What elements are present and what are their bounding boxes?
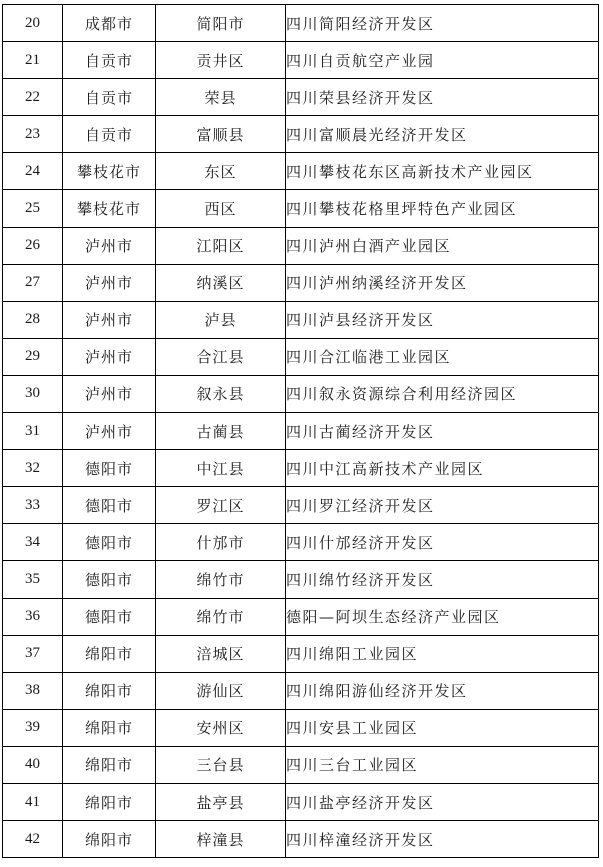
park-name-cell: 四川富顺晨光经济开发区 [286,116,599,153]
park-name-cell: 四川叙永资源综合利用经济园区 [286,375,599,412]
table-row [3,635,599,672]
row-number-cell: 42 [3,821,63,858]
table-row [3,672,599,709]
city-cell: 泸州市 [63,264,156,301]
park-name-cell: 四川绵竹经济开发区 [286,561,599,598]
park-name-cell: 四川自贡航空产业园 [286,42,599,79]
row-number-cell: 21 [3,42,63,79]
city-cell: 泸州市 [63,338,156,375]
county-cell: 游仙区 [156,672,286,709]
county-cell: 叙永县 [156,375,286,412]
table-row [3,5,599,42]
park-name-cell: 四川泸县经济开发区 [286,301,599,338]
county-cell: 三台县 [156,746,286,783]
county-cell: 罗江区 [156,487,286,524]
park-name-cell: 四川绵阳游仙经济开发区 [286,672,599,709]
row-number-cell: 26 [3,227,63,264]
county-cell: 涪城区 [156,635,286,672]
row-number-cell: 20 [3,5,63,42]
county-cell: 江阳区 [156,227,286,264]
row-number-cell: 34 [3,524,63,561]
park-name-cell: 四川荣县经济开发区 [286,79,599,116]
row-number-cell: 29 [3,338,63,375]
city-cell: 德阳市 [63,561,156,598]
row-number-cell: 30 [3,375,63,412]
park-name-cell: 四川简阳经济开发区 [286,5,599,42]
row-number-cell: 23 [3,116,63,153]
city-cell: 泸州市 [63,375,156,412]
table-row [3,450,599,487]
park-name-cell: 四川合江临港工业园区 [286,338,599,375]
county-cell: 东区 [156,153,286,190]
city-cell: 绵阳市 [63,821,156,858]
park-name-cell: 四川攀枝花东区高新技术产业园区 [286,153,599,190]
city-cell: 德阳市 [63,598,156,635]
city-cell: 绵阳市 [63,783,156,820]
park-name-cell: 四川盐亭经济开发区 [286,783,599,820]
county-cell: 西区 [156,190,286,227]
city-cell: 攀枝花市 [63,190,156,227]
table-row [3,79,599,116]
table-row [3,153,599,190]
table-row [3,413,599,450]
row-number-cell: 31 [3,413,63,450]
county-cell: 简阳市 [156,5,286,42]
county-cell: 富顺县 [156,116,286,153]
city-cell: 自贡市 [63,79,156,116]
county-cell: 梓潼县 [156,821,286,858]
table-row [3,783,599,820]
table-row [3,301,599,338]
row-number-cell: 32 [3,450,63,487]
park-name-cell: 四川泸州纳溪经济开发区 [286,264,599,301]
county-cell: 绵竹市 [156,561,286,598]
county-cell: 贡井区 [156,42,286,79]
city-cell: 自贡市 [63,116,156,153]
county-cell: 纳溪区 [156,264,286,301]
park-name-cell: 四川古蔺经济开发区 [286,413,599,450]
table-row [3,746,599,783]
park-name-cell: 四川绵阳工业园区 [286,635,599,672]
city-cell: 成都市 [63,5,156,42]
table-row [3,598,599,635]
county-cell: 合江县 [156,338,286,375]
row-number-cell: 24 [3,153,63,190]
park-name-cell: 四川什邡经济开发区 [286,524,599,561]
county-cell: 盐亭县 [156,783,286,820]
city-cell: 绵阳市 [63,635,156,672]
row-number-cell: 27 [3,264,63,301]
city-cell: 泸州市 [63,227,156,264]
park-name-cell: 四川罗江经济开发区 [286,487,599,524]
city-cell: 绵阳市 [63,709,156,746]
city-cell: 泸州市 [63,301,156,338]
table-row [3,561,599,598]
park-name-cell: 四川梓潼经济开发区 [286,821,599,858]
county-cell: 绵竹市 [156,598,286,635]
table-row [3,227,599,264]
park-name-cell: 四川攀枝花格里坪特色产业园区 [286,190,599,227]
row-number-cell: 28 [3,301,63,338]
row-number-cell: 33 [3,487,63,524]
row-number-cell: 22 [3,79,63,116]
park-name-cell: 四川安县工业园区 [286,709,599,746]
park-name-cell: 四川泸州白酒产业园区 [286,227,599,264]
city-cell: 攀枝花市 [63,153,156,190]
city-cell: 泸州市 [63,413,156,450]
row-number-cell: 40 [3,746,63,783]
row-number-cell: 36 [3,598,63,635]
park-list-table [2,4,599,858]
park-name-cell: 四川中江高新技术产业园区 [286,450,599,487]
city-cell: 绵阳市 [63,672,156,709]
row-number-cell: 37 [3,635,63,672]
table-row [3,821,599,858]
table-row [3,264,599,301]
table-body [3,5,599,858]
county-cell: 什邡市 [156,524,286,561]
park-name-cell: 四川三台工业园区 [286,746,599,783]
row-number-cell: 35 [3,561,63,598]
table-row [3,42,599,79]
city-cell: 德阳市 [63,487,156,524]
table-row [3,524,599,561]
table-row [3,190,599,227]
city-cell: 德阳市 [63,524,156,561]
table-row [3,487,599,524]
county-cell: 荣县 [156,79,286,116]
table-row [3,709,599,746]
park-name-cell: 德阳—阿坝生态经济产业园区 [286,598,599,635]
row-number-cell: 41 [3,783,63,820]
table-row [3,116,599,153]
table-row [3,338,599,375]
row-number-cell: 39 [3,709,63,746]
city-cell: 自贡市 [63,42,156,79]
row-number-cell: 38 [3,672,63,709]
county-cell: 中江县 [156,450,286,487]
table-row [3,375,599,412]
county-cell: 安州区 [156,709,286,746]
county-cell: 古蔺县 [156,413,286,450]
row-number-cell: 25 [3,190,63,227]
city-cell: 德阳市 [63,450,156,487]
city-cell: 绵阳市 [63,746,156,783]
county-cell: 泸县 [156,301,286,338]
